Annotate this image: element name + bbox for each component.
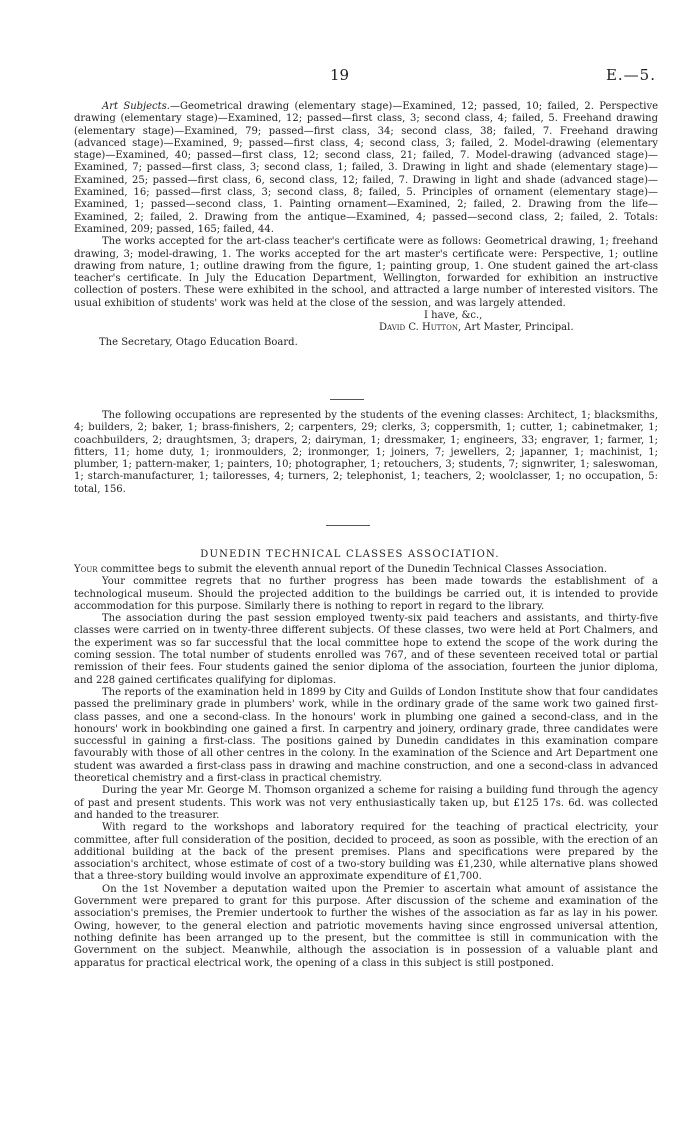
art-subjects-label: Art Subjects. — [102, 101, 170, 112]
dunedin-paragraph: During the year Mr. George M. Thomson organized a scheme for raising a building fund through the agency of past and present students. This work was not very enthusiastically taken up, but £125 17s. 6d. was collected and handed to the treasurer. — [74, 785, 658, 821]
addressee: The Secretary, Otago Education Board. — [99, 336, 298, 348]
page-number: 19 — [330, 66, 350, 84]
art-subjects-section — [74, 101, 658, 349]
dunedin-heading: DUNEDIN TECHNICAL CLASSES ASSOCIATION. — [200, 549, 500, 560]
signature-line — [74, 322, 658, 334]
page-header — [0, 66, 700, 88]
signature-name: David C. Hutton — [379, 322, 458, 334]
dunedin-paragraph: The association during the past session employed twenty-six paid teachers and assistants, and thirty-five classes were carried on in twenty-three different subjects. Of these classes, two were held at Port Chalmers, and the experiment was so far successful that the local committee hope to extend the scope of the work during the coming session. The total number of students enrolled was 767, and of these seventeen received total or partial remission of their fees. Four students gained the senior diploma of the association, fourteen the junior diploma, and 228 gained certificates qualifying for diplomas. — [74, 613, 658, 686]
occupations-paragraph: The following occupations are represented by the students of the evening classes: Architect, 1; blacksmiths, 4; builders, 2; baker, 1; brass-finishers, 2; carpenters, 29; clerks, 3; coppersmith, 1; cutter, 1; cabinetmaker, 1; coachbuilders, 2; draughtsmen, 3; drapers, 2; dairyman, 1; dressmaker, 1; engineers, 33; engraver, 1; farmer, 1; fitters, 11; home duty, 1; ironmoulders, 2; ironmonger, 1; joiners, 7; jewellers, 2; japanner, 1; machinist, 1; plumber, 1; pattern-maker, 1; painters, 10; photographer, 1; retouchers, 3; students, 7; signwriter, 1; saleswoman, 1; starch-manufacturer, 1; tailoresses, 4; turners, 2; telephonist, 1; teachers, 2; woolclasser, 1; no occupation, 5: total, 156. — [74, 410, 658, 495]
section-divider — [330, 399, 364, 400]
dunedin-paragraph: The reports of the examination held in 1899 by City and Guilds of London Institute show that four candidates passed the preliminary grade in plumbers' work, while in the ordinary grade of the same work two gained first-class passes, and one a second-class. In the honours' work in plumbing one gained a second-class, and in the honours' work in bookbinding one gained a first. In carpentry and joinery, ordinary grade, three candidates were successful in gaining a first-class. The positions gained by Dunedin candidates in this examination compare favourably with those of all other centres in the colony. In the examination of the Science and Art Department one student was awarded a first-class pass in drawing and machine construction, and one a second-class in advanced theoretical chemistry and a first-class in practical chemistry. — [74, 686, 658, 785]
dunedin-paragraph: Your committee regrets that no further progress has been made towards the establishment of a technological museum. Should the projected addition to the buildings be carried out, it is intended to provide accommodation for this purpose. Similarly there is nothing to report in regard to the library. — [74, 576, 658, 612]
closing-salutation: I have, &c., — [424, 310, 483, 322]
dunedin-paragraph: With regard to the workshops and laboratory required for the teaching of practical electricity, your committee, after full consideration of the position, decided to proceed, as soon as possible, with the erection of an additional building at the back of the present premises. Plans and specifications were prepared by the association's architect, whose estimate of cost of a two-story building was £1,230, while alternative plans showed that a three-story building would involve an approximate expenditure of £1,700. — [74, 822, 658, 883]
art-subjects-paragraph — [74, 101, 658, 236]
section-divider — [326, 525, 370, 526]
dunedin-section — [74, 564, 658, 970]
works-accepted-paragraph: The works accepted for the art-class teacher's certificate were as follows: Geometrical drawing, 1; freehand drawing, 3; model-drawing, 1. The works accepted for the art master's certificate were: Perspective, 1; outline drawing from nature, 1; outline drawing from the figure, 1; painting group, 1. One student gained the art-class teacher's certificate. In July the Education Department, Wellington, forwarded for exhibition an instructive collection of posters. These were exhibited in the school, and attracted a large number of interested visitors. The usual exhibition of students' work was held at the close of the session, and was largely attended. — [74, 236, 658, 309]
signature-title: , Art Master, Principal. — [457, 322, 574, 334]
intro-first-word: Your — [74, 564, 98, 575]
document-reference: E.—5. — [605, 66, 656, 84]
occupations-section — [74, 410, 658, 496]
intro-rest: committee begs to submit the eleventh annual report of the Dunedin Technical Classes Association. — [97, 564, 607, 575]
art-subjects-text: —Geometrical drawing (elementary stage)—Examined, 12; passed, 10; failed, 2. Perspective drawing (elementary stage)—Examined, 12; passed—first class, 3; second class, 4; failed, 5. Freehand drawing (elementary stage)—Examined, 79; passed—first class, 34; second class, 38; failed, 7. Freehand drawing (advanced stage)—Examined, 9; passed—first class, 4; second class, 3; failed, 2. Model-drawing (elementary stage)—Examined, 40; passed—first class, 12; second class, 21; failed, 7. Model-drawing (advanced stage)—Examined, 7; passed—first class, 3; second class, 1; failed, 3. Drawing in light and shade (elementary stage)—Examined, 25; passed—first class, 6, second class, 12; failed, 7. Drawing in light and shade (advanced stage)—Examined, 16; passed—first class, 3; second class, 8; failed, 5. Principles of ornament (elementary stage)—Examined, 1; passed—second class, 1. Painting ornament—Examined, 2; failed, 2. Drawing from the life—Examined, 2; failed, 2. Drawing from the antique—Examined, 4; passed—second class, 2; failed, 2. Totals: Examined, 209; passed, 165; failed, 44. — [74, 101, 659, 235]
dunedin-intro — [74, 564, 658, 576]
dunedin-paragraph: On the 1st November a deputation waited upon the Premier to ascertain what amount of assistance the Government were prepared to grant for this purpose. After discussion of the scheme and examination of the association's premises, the Premier undertook to further the wishes of the association as far as lay in his power. Owing, however, to the general election and patriotic movements having since engrossed universal attention, nothing definite has been arranged up to the present, but the committee is still in communication with the Government on the subject. Meanwhile, although the association is in possession of a valuable plant and apparatus for practical electrical work, the opening of a class in this subject is still postponed. — [74, 883, 658, 969]
